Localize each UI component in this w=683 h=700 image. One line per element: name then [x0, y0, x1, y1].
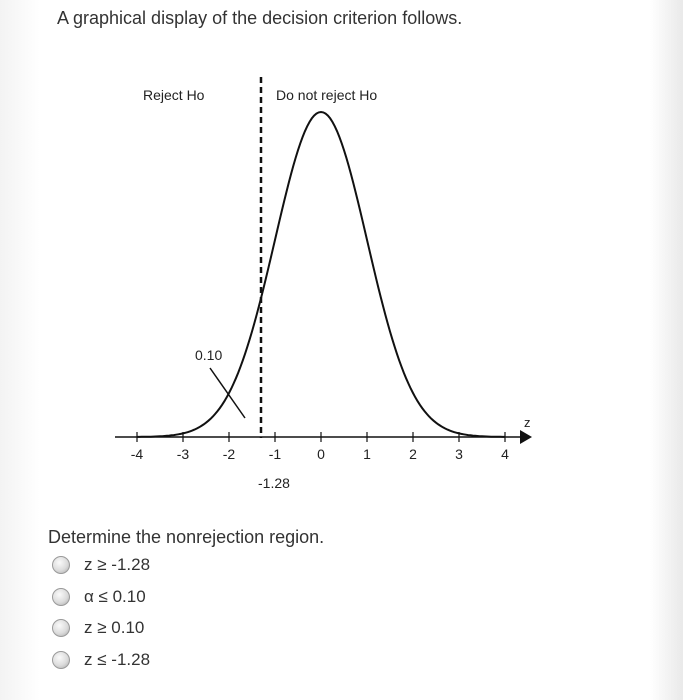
critical-value-label: -1.28 — [258, 475, 290, 491]
radio-button[interactable] — [52, 556, 70, 574]
normal-curve-graph — [100, 70, 540, 500]
option-label: z ≥ 0.10 — [84, 618, 145, 637]
axis-arrow-icon — [520, 430, 532, 444]
axis-variable-label: z — [524, 415, 531, 430]
option-label: z ≤ -1.28 — [84, 650, 151, 669]
option-alpha-le-0-10[interactable] — [52, 584, 146, 610]
option-label: α ≤ 0.10 — [84, 587, 146, 606]
axis-tick-label: 1 — [363, 446, 371, 462]
axis-tick-label: -3 — [176, 446, 190, 462]
page-heading: A graphical display of the decision criterion follows. — [57, 8, 463, 28]
tail-area-label: 0.10 — [195, 347, 223, 363]
axis-tick-label: 0 — [317, 446, 325, 462]
axis-tick-label: -1 — [268, 446, 282, 462]
axis-tick-label: 2 — [409, 446, 417, 462]
reject-region-label: Reject Ho — [143, 87, 205, 103]
axis-tick-label: -4 — [130, 446, 144, 462]
tail-area-pointer — [210, 368, 245, 418]
normal-curve — [137, 112, 505, 437]
radio-button[interactable] — [52, 588, 70, 606]
axis-tick-label: 4 — [501, 446, 509, 462]
option-z-le-neg-1-28[interactable] — [52, 647, 150, 673]
radio-button[interactable] — [52, 619, 70, 637]
axis-tick-label: 3 — [455, 446, 463, 462]
option-label: z ≥ -1.28 — [84, 555, 151, 574]
radio-button[interactable] — [52, 651, 70, 669]
decision-criterion-figure — [100, 70, 540, 505]
question-text: Determine the nonrejection region. — [48, 527, 325, 547]
option-z-ge-0-10[interactable] — [52, 615, 144, 641]
nonreject-region-label: Do not reject Ho — [276, 87, 378, 103]
option-z-ge-neg-1-28[interactable] — [52, 552, 150, 578]
axis-tick-label: -2 — [222, 446, 236, 462]
